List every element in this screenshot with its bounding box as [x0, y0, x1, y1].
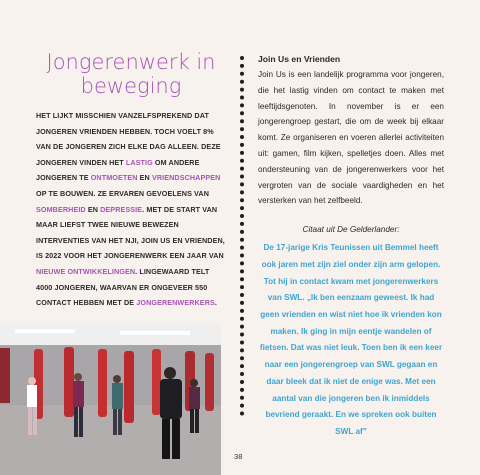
photo-illustration: [0, 323, 221, 475]
boxing-class-photo: [0, 323, 221, 475]
intro-text-segment: . MET DE START VAN MAAR LIEFST TWEE NIEUWE BEWEZEN INTERVENTIES VAN HET NJI, JOIN US EN VRIENDEN, IS 2022 VOOR HET JONGERENWERK EEN JAAR VAN: [36, 204, 225, 261]
right-column: [258, 52, 444, 441]
intro-paragraph: [36, 108, 226, 311]
page-title: Jongerenwerk in beweging: [46, 50, 216, 98]
intro-text-segment: HET LIJKT MISSCHIEN VANZELFSPREKEND DAT JONGEREN VRIENDEN HEBBEN. TOCH VOELT 8% VAN DE JONGEREN ZICH ELKE DAG ALLEEN. DEZE JONGEREN VINDEN HET: [36, 111, 221, 167]
left-column: [36, 50, 226, 311]
body-paragraph: Join Us is een landelijk programma voor jongeren, die het lastig vinden om contact te maken met leeftijdsgenoten. In november is er een jongerengroep gestart, die om de week bij elkaar komt. Ze organiseren en voeren allerlei activiteiten uit: gamen, film kijken, spelletjes doen. Alles met ondersteuning van de jongerenwerkers voor het vergroten van de sociale vaardigheden en het versterken van het zelfbeeld.: [258, 70, 444, 206]
citation-label: Citaat uit De Gelderlander:: [302, 225, 400, 235]
section-heading: Join Us en Vrienden: [258, 54, 341, 64]
highlighted-term: JONGERENWERKERS: [136, 298, 215, 308]
highlighted-term: VRIENDSCHAPPEN: [151, 173, 221, 183]
intro-text-segment: EN: [137, 173, 152, 183]
highlighted-term: LASTIG: [125, 157, 153, 167]
highlighted-term: SOMBERHEID: [36, 204, 86, 214]
intro-text-segment: .: [214, 298, 217, 308]
intro-text-segment: . LINGEWAARD TELT 4000 JONGEREN, WAARVAN ER ONGEVEER 550 CONTACT HEBBEN MET DE: [36, 266, 210, 308]
highlighted-term: NIEUWE ONTWIKKELINGEN: [36, 266, 136, 276]
intro-text-segment: EN: [85, 204, 101, 214]
highlighted-term: ONTMOETEN: [90, 173, 138, 183]
page-number: 38: [234, 452, 243, 461]
highlighted-term: DEPRESSIE: [100, 204, 143, 214]
intro-text-segment: OP TE BOUWEN. ZE ERVAREN GEVOELENS VAN: [36, 188, 209, 198]
pull-quote: De 17-jarige Kris Teunissen uit Bemmel heeft ook jaren met zijn ziel onder zijn arm gelopen. Tot hij in contact kwam met jongerenwerkers van SWL. „Ik ben eenzaam geweest. Ik had geen vrienden en wist niet hoe ik vrienden kon maken. Ik ging in mijn eentje wandelen of fietsen. Dat was niet leuk. Toen ben ik een keer naar een jongerengroep van SWL gegaan en daar bleek dat ik niet de enige was. Met een aantal van die jongeren ben ik inmiddels bevriend geraakt. En we spreken ook buiten SWL af”: [259, 243, 443, 436]
dotted-divider: [240, 56, 244, 416]
intro-text-segment: OM ANDERE JONGEREN TE: [36, 157, 200, 183]
